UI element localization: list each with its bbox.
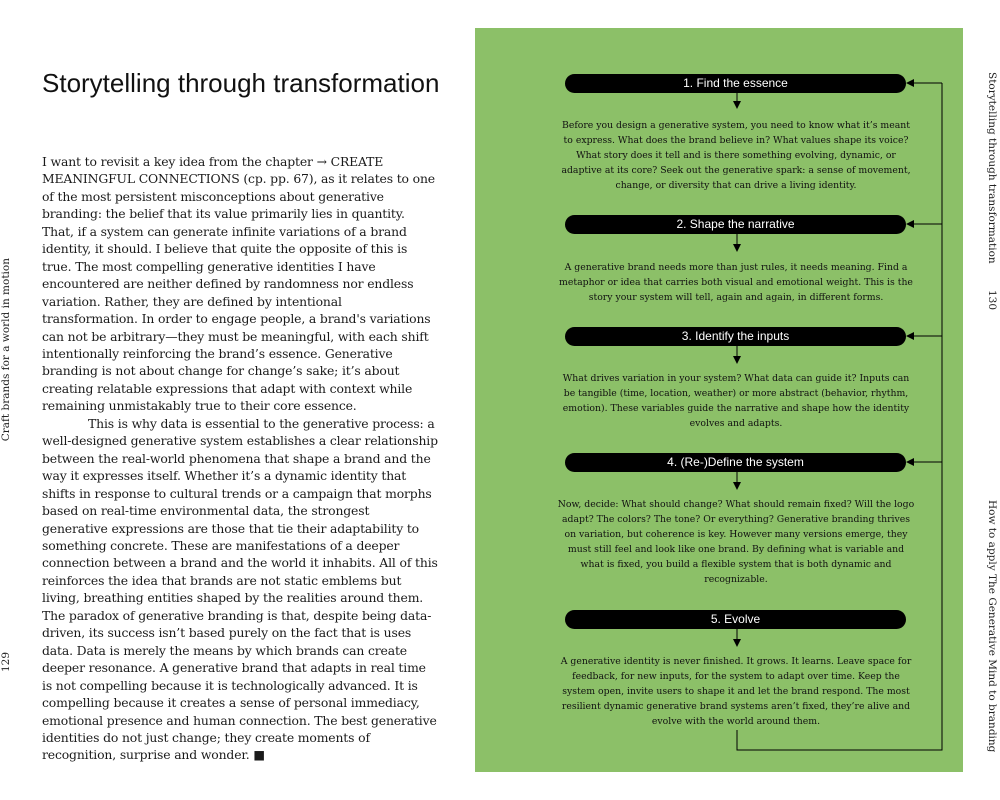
step-4-bar: 4. (Re-)Define the system	[565, 453, 906, 472]
paragraph-2: This is why data is essential to the generative process: a well-designed generative system establishes a clear relationship between the real-world phenomena that shape a brand and the way it expresses itself. Whether it’s a dynamic identity that shifts in response to cultural trends or a campaign that morphs based on real-time environmental data, the strongest generative expressions are those that tie their adaptability to something concrete. These are manifestations of a deeper connection between a brand and the world it inhabits. All of this reinforces the idea that brands are not static emblems but living, breathing entities shaped by the realities around them. The paradox of generative branding is that, despite being data-driven, its success isn’t based purely on the fact that is uses data. Data is merely the means by which brands can create deeper resonance. A generative brand that adapts in real time is not compelling because it is technologically advanced. It is compelling because it creates a sense of personal immediacy, emotional presence and human connection. The best generative identities do not just change; they create moments of recognition, surprise and wonder. ■	[42, 415, 438, 763]
page-number-right-text: 130	[986, 290, 998, 311]
paragraph-1: I want to revisit a key idea from the chapter → CREATE MEANINGFUL CONNECTIONS (cp. pp. 67), as it relates to one of the most persistent misconceptions about generative branding: the belief that its value primarily lies in quantity. That, if a system can generate infinite variations of a brand identity, it should. I believe that quite the opposite of this is true. The most compelling generative identities I have encountered are neither defined by randomness nor endless variation. Rather, they are defined by intentional transformation. In order to engage people, a brand's variations can not be arbitrary—they must be meaningful, with each shift intentionally reinforcing the brand’s essence. Generative branding is not about change for change’s sake; it’s about creating relatable expressions that adapt with context while remaining unmistakably true to their core essence.	[42, 154, 435, 414]
running-head-right-top	[986, 72, 998, 264]
step-5-description: A generative identity is never finished. It grows. It learns. Leave space for feedback, for new inputs, for the system to adapt over time. Keep the system open, invite users to shape it and let the brand respond. The most resilient dynamic generative brand systems aren’t fixed, they’re alive and evolve with the world around them.	[560, 656, 912, 727]
running-head-left-text: Craft brands for a world in motion	[0, 258, 12, 442]
page-number-right	[986, 290, 998, 310]
step-2-description: A generative brand needs more than just rules, it needs meaning. Find a metaphor or idea that carries both visual and emotional weight. This is the story your system will tell, again and again, in different forms.	[559, 262, 913, 303]
step-1-bar: 1. Find the essence	[565, 74, 906, 93]
step-5-bar: 5. Evolve	[565, 610, 906, 629]
running-head-right-bottom	[986, 500, 998, 752]
running-head-right-top-text: Storytelling through transformation	[986, 72, 998, 264]
step-3-description: What drives variation in your system? What data can guide it? Inputs can be tangible (time, location, weather) or more abstract (behavior, rhythm, emotion). These variables guide the narrative and shape how the identity evolves and adapts.	[562, 373, 910, 429]
page-number-left-text: 129	[0, 652, 12, 673]
step-3-bar: 3. Identify the inputs	[565, 327, 906, 346]
running-head-right-bottom-text: How to apply The Generative Mind to branding	[986, 500, 998, 753]
step-1-description: Before you design a generative system, you need to know what it’s meant to express. What does the brand believe in? What values shape its voice? What story does it tell and is there something evolving, dynamic, or adaptive at its core? Seek out the generative spark: a sense of movement, change, or diversity that can drive a living identity.	[561, 120, 911, 191]
step-4-description: Now, decide: What should change? What should remain fixed? Will the logo adapt? The colors? The tone? Or everything? Generative branding thrives on variation, but coherence is key. However many versions emerge, they must still feel and look like one brand. By defining what is variable and what is fixed, you build a flexible system that is both dynamic and recognizable.	[557, 499, 915, 585]
page-title: Storytelling through transformation	[42, 68, 440, 98]
step-2-bar: 2. Shape the narrative	[565, 215, 906, 234]
